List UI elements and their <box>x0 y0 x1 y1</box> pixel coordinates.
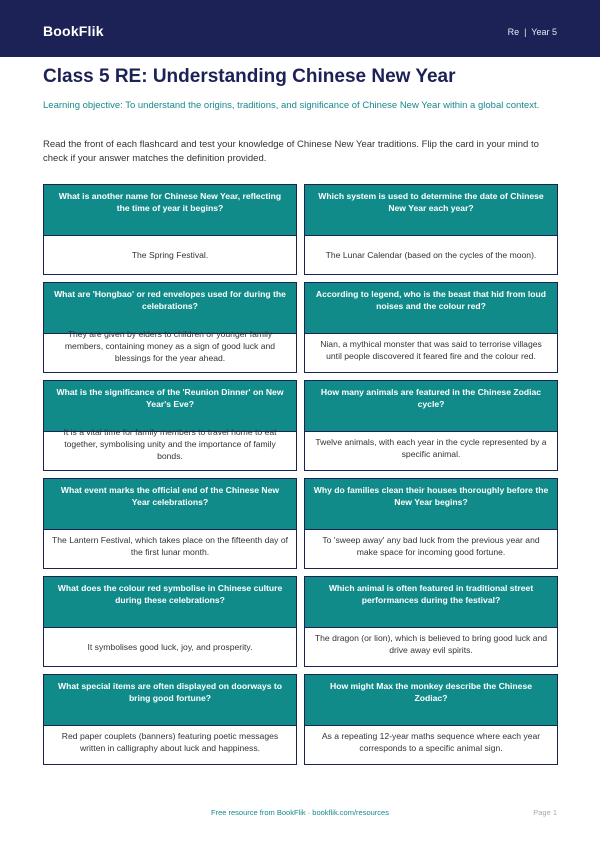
flashcard-question: How many animals are featured in the Chinese Zodiac cycle? <box>305 381 557 431</box>
flashcard-question: Why do families clean their houses thoroughly before the New Year begins? <box>305 479 557 529</box>
flashcard-answer <box>44 329 296 372</box>
flashcard[interactable] <box>304 674 558 765</box>
flashcard-answer-text: It is a vital time for family members to travel home to eat together, symbolising unity and the importance of family bonds. <box>63 427 277 461</box>
flashcard-question: What is another name for Chinese New Year, reflecting the time of year it begins? <box>44 185 296 235</box>
flashcard-question: What is the significance of the 'Reunion Dinner' on New Year's Eve? <box>44 381 296 431</box>
flashcard-question: How might Max the monkey describe the Chinese Zodiac? <box>305 675 557 725</box>
flashcard-answer: The Spring Festival. <box>44 235 296 274</box>
page-number: Page 1 <box>533 808 557 817</box>
flashcard[interactable] <box>43 380 297 471</box>
flashcard-answer: It symbolises good luck, joy, and prosperity. <box>44 627 296 666</box>
brand-logo[interactable]: BookFlik <box>43 23 104 39</box>
flashcard-answer: The dragon (or lion), which is believed to bring good luck and drive away evil spirits. <box>305 627 557 666</box>
flashcard-grid <box>43 184 558 765</box>
subject-year-label: Re | Year 5 <box>507 27 557 37</box>
flashcard[interactable] <box>43 478 297 569</box>
flashcard[interactable] <box>43 674 297 765</box>
flashcard[interactable] <box>304 576 558 667</box>
flashcard[interactable] <box>304 478 558 569</box>
page-title: Class 5 RE: Understanding Chinese New Year <box>43 66 456 87</box>
flashcard-question: What are 'Hongbao' or red envelopes used for during the celebrations? <box>44 283 296 333</box>
learning-objective: Learning objective: To understand the origins, traditions, and significance of Chinese New Year within a global context. <box>43 100 540 111</box>
flashcard-question: What does the colour red symbolise in Chinese culture during these celebrations? <box>44 577 296 627</box>
flashcard[interactable] <box>43 576 297 667</box>
footer-link[interactable]: Free resource from BookFlik · bookflik.com/resources <box>211 808 389 817</box>
flashcard-answer: Twelve animals, with each year in the cycle represented by a specific animal. <box>305 431 557 470</box>
flashcard-answer: Red paper couplets (banners) featuring poetic messages written in calligraphy about luck and happiness. <box>44 725 296 764</box>
flashcard[interactable] <box>43 184 297 275</box>
flashcard-answer: The Lantern Festival, which takes place on the fifteenth day of the first lunar month. <box>44 529 296 568</box>
page-header <box>0 0 600 57</box>
flashcard[interactable] <box>304 380 558 471</box>
flashcard-question: According to legend, who is the beast that hid from loud noises and the colour red? <box>305 283 557 333</box>
flashcard-question: What special items are often displayed on doorways to bring good fortune? <box>44 675 296 725</box>
flashcard-question: Which animal is often featured in traditional street performances during the festival? <box>305 577 557 627</box>
flashcard-answer: Nian, a mythical monster that was said to terrorise villages until people discovered it feared fire and the colour red. <box>305 333 557 372</box>
flashcard[interactable] <box>304 282 558 373</box>
instructions: Read the front of each flashcard and test your knowledge of Chinese New Year traditions. Flip the card in your mind to check if your answer matches the definition provided. <box>43 139 539 164</box>
flashcard-answer: To 'sweep away' any bad luck from the previous year and make space for incoming good fortune. <box>305 529 557 568</box>
flashcard-answer <box>44 427 296 470</box>
flashcard-question: What event marks the official end of the Chinese New Year celebrations? <box>44 479 296 529</box>
flashcard-answer: As a repeating 12-year maths sequence where each year corresponds to a specific animal sign. <box>305 725 557 764</box>
flashcard-answer-text: They are given by elders to children or younger family members, containing money as a sign of good luck and blessings for the year ahead. <box>64 329 276 363</box>
flashcard[interactable] <box>43 282 297 373</box>
flashcard-answer: The Lunar Calendar (based on the cycles of the moon). <box>305 235 557 274</box>
flashcard-question: Which system is used to determine the date of Chinese New Year each year? <box>305 185 557 235</box>
flashcard[interactable] <box>304 184 558 275</box>
